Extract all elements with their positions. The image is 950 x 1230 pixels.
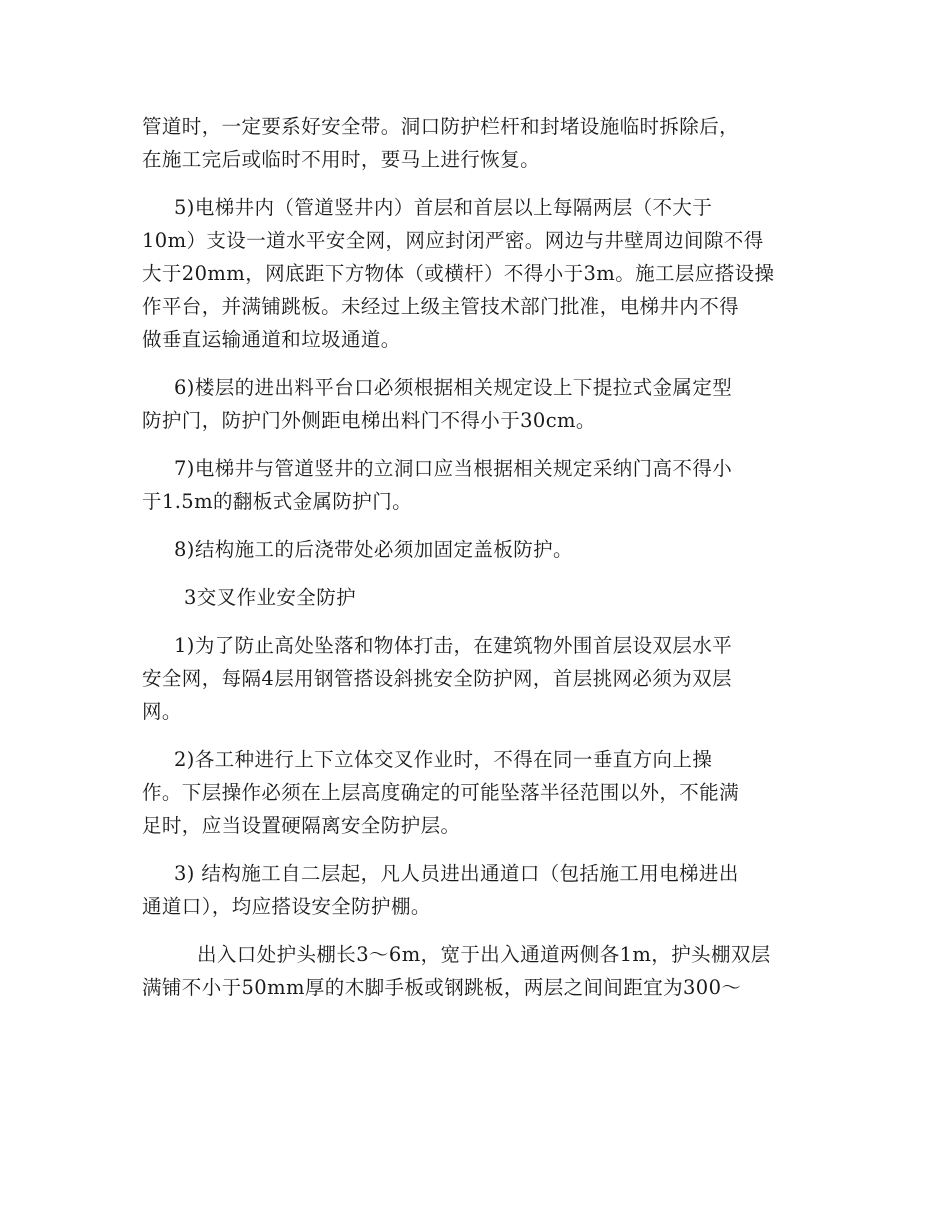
section-heading bbox=[142, 581, 808, 614]
text-line: 在施工完后或临时不用时，要马上进行恢复。 bbox=[142, 148, 541, 171]
text-line: 8)结构施工的后浇带处必须加固定盖板防护。 bbox=[174, 538, 573, 561]
text-line: 足时，应当设置硬隔离安全防护层。 bbox=[142, 814, 461, 837]
paragraph-8 bbox=[142, 743, 808, 842]
text-line: 作。下层操作必须在上层高度确定的可能坠落半径范围以外，不能满 bbox=[142, 781, 740, 804]
paragraph-7 bbox=[142, 629, 808, 728]
text-line: 出入口处护头棚长3～6m，宽于出入通道两侧各1m，护头棚双层 bbox=[197, 943, 771, 966]
document-body bbox=[142, 110, 808, 1019]
paragraph-4 bbox=[142, 452, 808, 518]
text-line: 作平台，并满铺跳板。未经过上级主管技术部门批准，电梯井内不得 bbox=[142, 295, 740, 318]
text-line: 防护门，防护门外侧距电梯出料门不得小于30cm。 bbox=[142, 409, 596, 432]
paragraph-3 bbox=[142, 371, 808, 437]
text-line: 6)楼层的进出料平台口必须根据相关规定设上下提拉式金属定型 bbox=[174, 376, 733, 399]
paragraph-10 bbox=[142, 938, 808, 1004]
text-line: 安全网，每隔4层用钢管搭设斜挑安全防护网，首层挑网必须为双层 bbox=[142, 667, 732, 690]
text-line: 5)电梯井内（管道竖井内）首层和首层以上每隔两层（不大于 bbox=[174, 196, 713, 219]
text-line: 于1.5m的翻板式金属防护门。 bbox=[142, 490, 413, 513]
text-line: 2)各工种进行上下立体交叉作业时，不得在同一垂直方向上操 bbox=[174, 748, 713, 771]
paragraph-5 bbox=[142, 533, 808, 566]
text-line: 管道时，一定要系好安全带。洞口防护栏杆和封堵设施临时拆除后， bbox=[142, 115, 740, 138]
text-line: 3交叉作业安全防护 bbox=[184, 586, 357, 609]
text-line: 网。 bbox=[142, 700, 182, 723]
paragraph-1 bbox=[142, 110, 808, 176]
paragraph-9 bbox=[142, 857, 808, 923]
paragraph-2 bbox=[142, 191, 808, 356]
text-line: 满铺不小于50mm厚的木脚手板或钢跳板，两层之间间距宜为300～ bbox=[142, 976, 742, 999]
text-line: 大于20mm，网底距下方物体（或横杆）不得小于3m。施工层应搭设操 bbox=[142, 262, 775, 285]
text-line: 10m）支设一道水平安全网，网应封闭严密。网边与井壁周边间隙不得 bbox=[142, 229, 764, 252]
text-line: 1)为了防止高处坠落和物体打击，在建筑物外围首层设双层水平 bbox=[174, 634, 733, 657]
text-line: 通道口），均应搭设安全防护棚。 bbox=[142, 895, 431, 918]
text-line: 7)电梯井与管道竖井的立洞口应当根据相关规定采纳门高不得小 bbox=[174, 457, 733, 480]
text-line: 做垂直运输通道和垃圾通道。 bbox=[142, 328, 401, 351]
text-line: 3) 结构施工自二层起，凡人员进出通道口（包括施工用电梯进出 bbox=[174, 862, 739, 885]
